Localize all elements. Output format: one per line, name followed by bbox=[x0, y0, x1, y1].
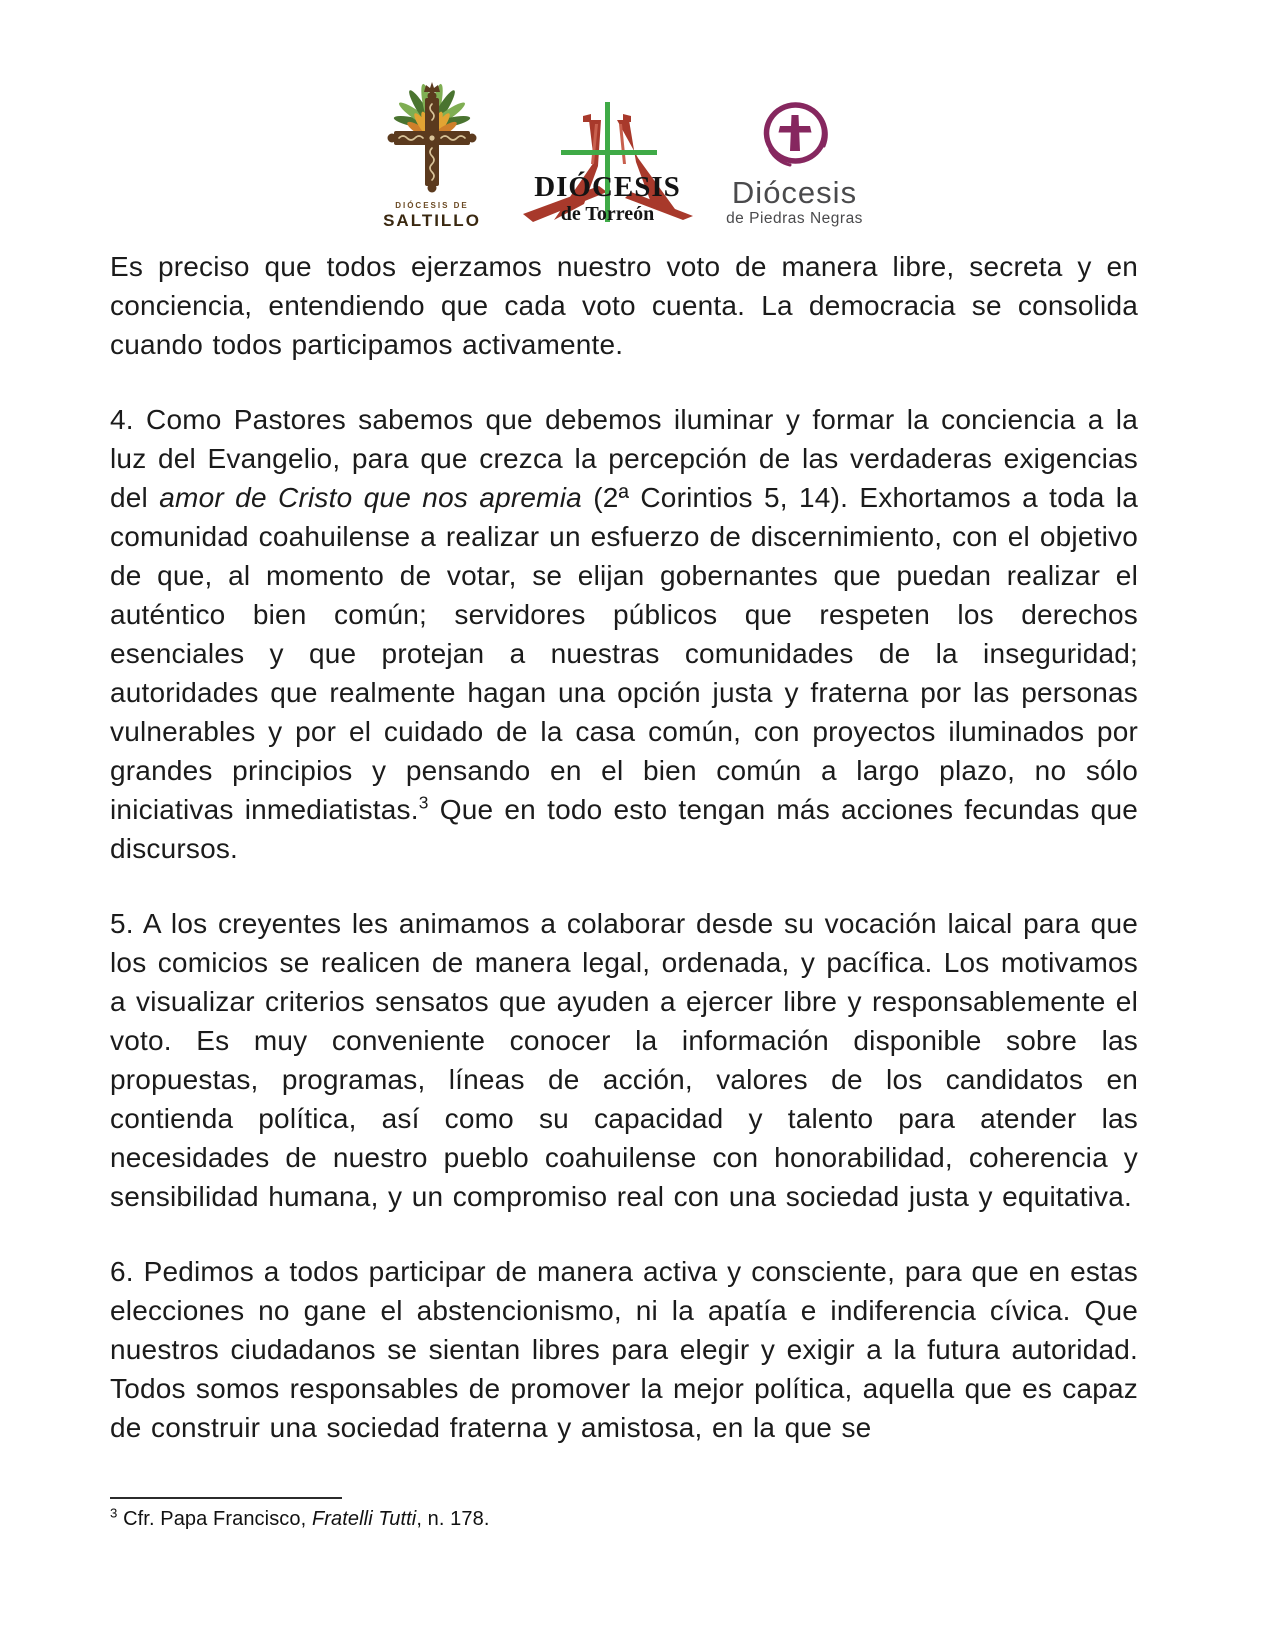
saltillo-caption: SALTILLO bbox=[383, 211, 481, 230]
piedras-negras-ring-cross-icon bbox=[758, 98, 832, 170]
piedras-negras-subtitle: de Piedras Negras bbox=[726, 209, 863, 227]
diocesis-torreon-logo bbox=[505, 98, 710, 226]
piedras-negras-title: Diócesis bbox=[731, 175, 858, 210]
saltillo-cross-icon bbox=[362, 80, 502, 195]
paragraph-5: 5. A los creyentes les animamos a colaborar desde su vocación laical para que los comicios se realicen de manera legal, ordenada, y pacífica. Los motivamos a visualizar criterios sensatos que ayuden a ejercer libre y responsablemente el voto. Es muy conveniente conocer la información disponible sobre las propuestas, programas, líneas de acción, valores de los candidatos en contienda política, así como su capacidad y talento para atender las necesidades de nuestro pueblo coahuilense con honorabilidad, coherencia y sensibilidad humana, y un compromiso real con una sociedad justa y equitativa. bbox=[110, 908, 1138, 1212]
paragraph-6: 6. Pedimos a todos participar de manera activa y consciente, para que en estas elecciones no gane el abstencionismo, ni la apatía e indiferencia cívica. Que nuestros ciudadanos se sientan libres para elegir y exigir a la futura autoridad. Todos somos responsables de promover la mejor política, aquella que es capaz de construir una sociedad fraterna y amistosa, en la que se bbox=[110, 1256, 1138, 1443]
paragraph-intro: Es preciso que todos ejerzamos nuestro voto de manera libre, secreta y en conciencia, entendiendo que cada voto cuenta. La democracia se consolida cuando todos participamos activamente. bbox=[110, 251, 1138, 360]
paragraph-4: 4. Como Pastores sabemos que debemos iluminar y formar la conciencia a la luz del Evangelio, para que crezca la percepción de las verdaderas exigencias del amor de Cristo que nos apremia (2ª Corintios 5, 14). Exhortamos a toda la comunidad coahuilense a realizar un esfuerzo de discernimiento, con el objetivo de que, al momento de votar, se elijan gobernantes que puedan realizar el auténtico bien común; servidores públicos que respeten los derechos esenciales y que protejan a nuestras comunidades de la inseguridad; autoridades que realmente hagan una opción justa y fraterna por las personas vulnerables y por el cuidado de la casa común, con proyectos iluminados por grandes principios y pensando en el bien común a largo plazo, no sólo iniciativas inmediatistas.$^3$ Que en todo esto tengan más acciones fecundas que discursos. bbox=[110, 404, 1139, 864]
footnote-separator bbox=[110, 1497, 342, 1499]
diocesis-saltillo-logo bbox=[362, 80, 502, 228]
saltillo-caption-small: DIÓCESIS DE bbox=[395, 201, 469, 210]
torreon-subtitle: de Torreón bbox=[560, 203, 655, 225]
footnote-text: $^3$ Cfr. Papa Francisco, Fratelli Tutti, n. 178. bbox=[110, 1505, 490, 1530]
torreon-title: DIÓCESIS bbox=[534, 171, 681, 203]
diocesis-piedras-negras-logo bbox=[722, 98, 867, 226]
document-body bbox=[110, 247, 1138, 1447]
cross-center-dot bbox=[429, 135, 434, 140]
